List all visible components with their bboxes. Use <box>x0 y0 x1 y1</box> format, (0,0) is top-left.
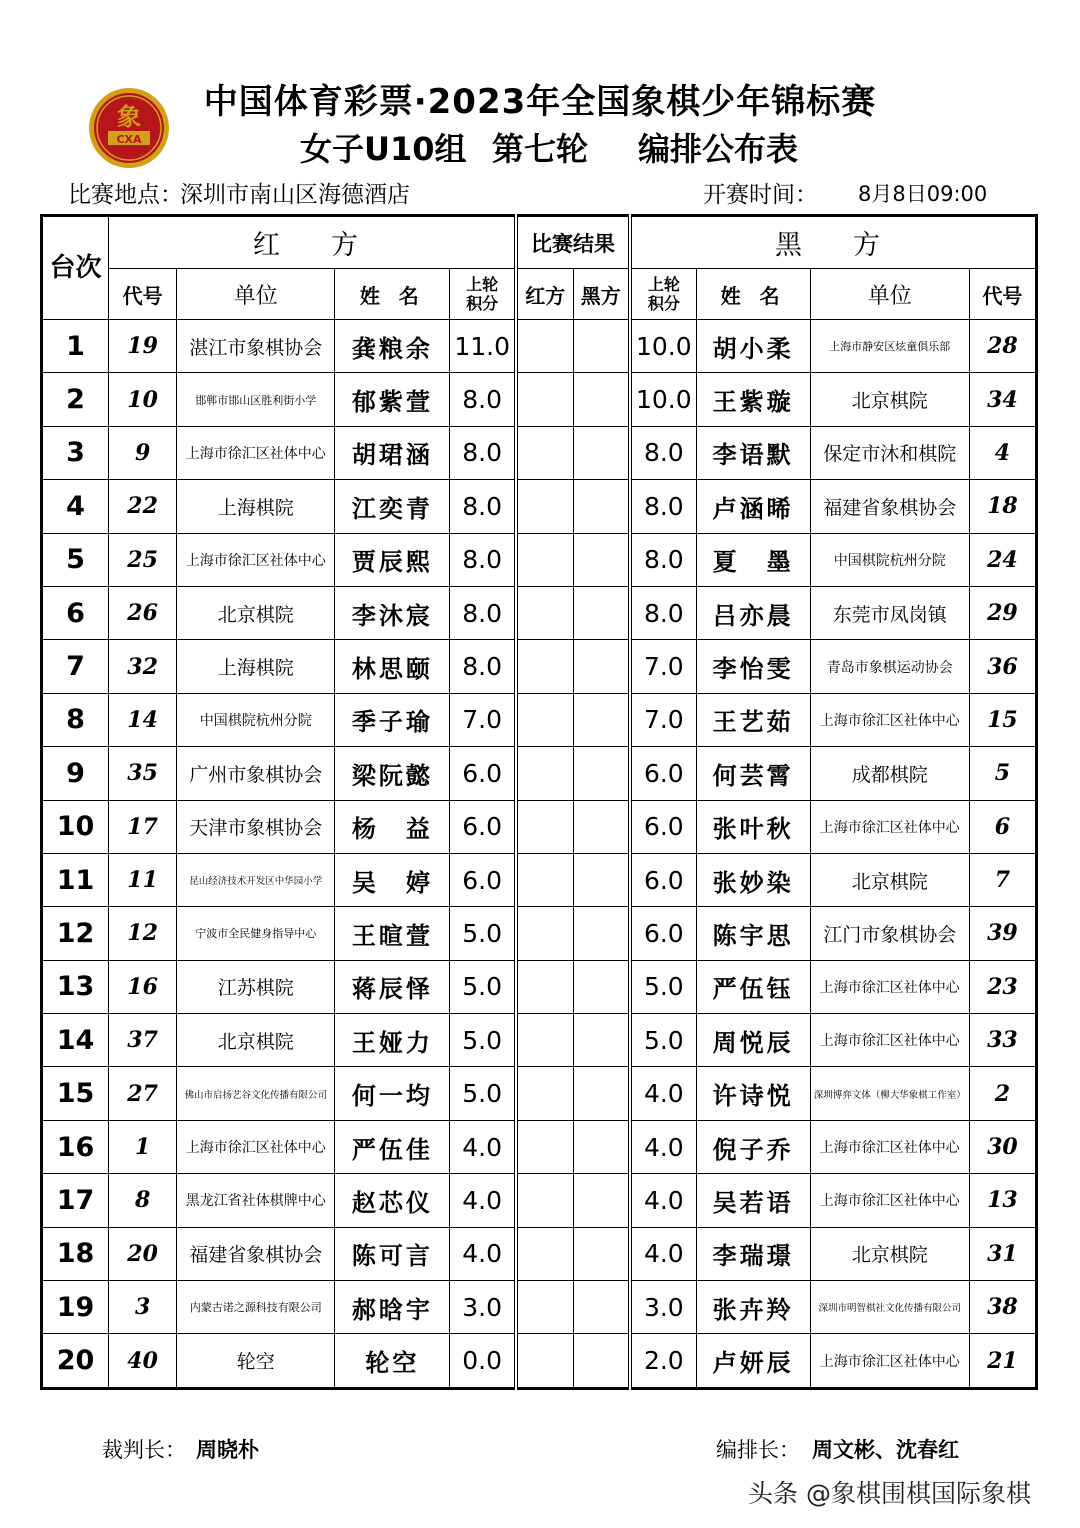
black-code: 29 <box>969 586 1036 639</box>
red-prev-score: 0.0 <box>450 1334 516 1388</box>
black-name: 卢妍辰 <box>696 1334 810 1388</box>
black-prev-score: 6.0 <box>630 747 696 800</box>
time-label: 开赛时间： <box>703 182 818 208</box>
red-unit: 上海市徐汇区社体中心 <box>177 1120 335 1173</box>
red-prev-score: 8.0 <box>450 373 516 426</box>
red-name: 郁紫萱 <box>335 373 450 426</box>
result-black[interactable] <box>573 1334 630 1388</box>
result-black[interactable] <box>573 426 630 479</box>
black-unit: 保定市沐和棋院 <box>810 426 969 479</box>
result-red[interactable] <box>516 853 573 906</box>
red-unit: 邯郸市邯山区胜利街小学 <box>177 373 335 426</box>
black-code: 18 <box>969 480 1036 533</box>
table-row <box>42 373 1037 426</box>
red-name: 季子瑜 <box>335 693 450 746</box>
red-unit: 福建省象棋协会 <box>177 1227 335 1280</box>
black-unit: 深圳市明智棋社文化传播有限公司 <box>810 1281 969 1334</box>
black-prev-score: 4.0 <box>630 1067 696 1120</box>
table-number: 18 <box>42 1227 109 1280</box>
table-row <box>42 747 1037 800</box>
black-prev-score: 2.0 <box>630 1334 696 1388</box>
red-name: 梁阮懿 <box>335 747 450 800</box>
black-unit: 福建省象棋协会 <box>810 480 969 533</box>
title-doc: 编排公布表 <box>638 130 799 168</box>
header-result: 比赛结果 <box>516 216 630 269</box>
black-code: 36 <box>969 640 1036 693</box>
red-name: 轮空 <box>335 1334 450 1388</box>
result-black[interactable] <box>573 1174 630 1227</box>
black-name: 张妙染 <box>696 853 810 906</box>
table-number: 12 <box>42 907 109 960</box>
black-prev-score: 7.0 <box>630 640 696 693</box>
black-unit: 北京棋院 <box>810 373 969 426</box>
table-row <box>42 480 1037 533</box>
result-black[interactable] <box>573 800 630 853</box>
result-red[interactable] <box>516 960 573 1013</box>
red-prev-score: 4.0 <box>450 1120 516 1173</box>
result-black[interactable] <box>573 1067 630 1120</box>
black-unit: 成都棋院 <box>810 747 969 800</box>
black-unit: 上海市徐汇区社体中心 <box>810 1120 969 1173</box>
black-code: 30 <box>969 1120 1036 1173</box>
red-code: 27 <box>109 1067 177 1120</box>
red-prev-score: 7.0 <box>450 693 516 746</box>
red-unit: 上海市徐汇区社体中心 <box>177 533 335 586</box>
black-unit: 上海市徐汇区社体中心 <box>810 960 969 1013</box>
red-code: 10 <box>109 373 177 426</box>
black-code: 6 <box>969 800 1036 853</box>
red-prev-score: 6.0 <box>450 747 516 800</box>
venue-label: 比赛地点： <box>68 182 183 208</box>
red-name: 杨 益 <box>335 800 450 853</box>
table-number: 16 <box>42 1120 109 1173</box>
black-name: 卢涵晞 <box>696 480 810 533</box>
result-red[interactable] <box>516 1067 573 1120</box>
red-unit: 江苏棋院 <box>177 960 335 1013</box>
result-red[interactable] <box>516 373 573 426</box>
black-code: 28 <box>969 320 1036 373</box>
red-name: 何一均 <box>335 1067 450 1120</box>
result-red[interactable] <box>516 1174 573 1227</box>
red-unit: 宁波市全民健身指导中心 <box>177 907 335 960</box>
red-prev-score: 8.0 <box>450 586 516 639</box>
black-code: 2 <box>969 1067 1036 1120</box>
result-red[interactable] <box>516 640 573 693</box>
black-unit: 上海市徐汇区社体中心 <box>810 1334 969 1388</box>
black-name: 王艺茹 <box>696 693 810 746</box>
result-red[interactable] <box>516 1014 573 1067</box>
black-name: 吴若语 <box>696 1174 810 1227</box>
result-black[interactable] <box>573 960 630 1013</box>
result-black[interactable] <box>573 320 630 373</box>
black-unit: 上海市徐汇区社体中心 <box>810 1174 969 1227</box>
table-number: 20 <box>42 1334 109 1388</box>
black-prev-score: 8.0 <box>630 533 696 586</box>
result-black[interactable] <box>573 1227 630 1280</box>
red-unit: 北京棋院 <box>177 1014 335 1067</box>
black-prev-score: 8.0 <box>630 426 696 479</box>
result-black[interactable] <box>573 373 630 426</box>
header-red-prev-score: 上轮 积分 <box>450 269 516 320</box>
referee-label: 裁判长： <box>102 1438 186 1462</box>
black-code: 7 <box>969 853 1036 906</box>
black-code: 39 <box>969 907 1036 960</box>
black-prev-score: 6.0 <box>630 853 696 906</box>
table-number: 3 <box>42 426 109 479</box>
red-code: 8 <box>109 1174 177 1227</box>
result-black[interactable] <box>573 1120 630 1173</box>
table-row <box>42 320 1037 373</box>
red-code: 26 <box>109 586 177 639</box>
black-name: 许诗悦 <box>696 1067 810 1120</box>
red-code: 12 <box>109 907 177 960</box>
red-code: 11 <box>109 853 177 906</box>
red-prev-score: 11.0 <box>450 320 516 373</box>
black-code: 33 <box>969 1014 1036 1067</box>
black-name: 夏 墨 <box>696 533 810 586</box>
black-unit: 深圳博弈文体（柳大华象棋工作室） <box>810 1067 969 1120</box>
table-row <box>42 586 1037 639</box>
header-black-code: 代号 <box>969 269 1036 320</box>
result-red[interactable] <box>516 693 573 746</box>
table-number: 2 <box>42 373 109 426</box>
table-row <box>42 853 1037 906</box>
venue-value: 深圳市南山区海德酒店 <box>180 182 410 208</box>
table-number: 4 <box>42 480 109 533</box>
black-name: 张叶秋 <box>696 800 810 853</box>
result-black[interactable] <box>573 1281 630 1334</box>
red-prev-score: 8.0 <box>450 480 516 533</box>
red-code: 40 <box>109 1334 177 1388</box>
black-name: 陈宇思 <box>696 907 810 960</box>
header-black-unit: 单位 <box>810 269 969 320</box>
red-name: 严伍佳 <box>335 1120 450 1173</box>
table-row <box>42 800 1037 853</box>
table-number: 14 <box>42 1014 109 1067</box>
table-row <box>42 1014 1037 1067</box>
red-name: 吴 婷 <box>335 853 450 906</box>
red-name: 王娅力 <box>335 1014 450 1067</box>
table-row <box>42 1334 1037 1388</box>
black-prev-score: 10.0 <box>630 373 696 426</box>
red-name: 江奕青 <box>335 480 450 533</box>
table-number: 11 <box>42 853 109 906</box>
red-unit: 中国棋院杭州分院 <box>177 693 335 746</box>
black-code: 4 <box>969 426 1036 479</box>
result-red[interactable] <box>516 1227 573 1280</box>
result-red[interactable] <box>516 480 573 533</box>
result-black[interactable] <box>573 907 630 960</box>
red-code: 17 <box>109 800 177 853</box>
result-red[interactable] <box>516 1334 573 1388</box>
red-prev-score: 4.0 <box>450 1174 516 1227</box>
red-unit: 湛江市象棋协会 <box>177 320 335 373</box>
red-name: 胡珺涵 <box>335 426 450 479</box>
black-prev-score: 7.0 <box>630 693 696 746</box>
red-prev-score: 3.0 <box>450 1281 516 1334</box>
table-number: 7 <box>42 640 109 693</box>
red-unit: 轮空 <box>177 1334 335 1388</box>
black-code: 21 <box>969 1334 1036 1388</box>
table-number: 10 <box>42 800 109 853</box>
black-prev-score: 3.0 <box>630 1281 696 1334</box>
red-prev-score: 5.0 <box>450 907 516 960</box>
table-row <box>42 1174 1037 1227</box>
table-number: 13 <box>42 960 109 1013</box>
black-code: 34 <box>969 373 1036 426</box>
table-row <box>42 960 1037 1013</box>
red-code: 37 <box>109 1014 177 1067</box>
header-black-prev-score: 上轮 积分 <box>630 269 696 320</box>
result-red[interactable] <box>516 747 573 800</box>
black-name: 吕亦晨 <box>696 586 810 639</box>
red-prev-score: 5.0 <box>450 1067 516 1120</box>
black-name: 李语默 <box>696 426 810 479</box>
result-black[interactable] <box>573 747 630 800</box>
black-prev-score: 6.0 <box>630 800 696 853</box>
red-code: 16 <box>109 960 177 1013</box>
result-red[interactable] <box>516 586 573 639</box>
black-code: 15 <box>969 693 1036 746</box>
red-prev-score: 8.0 <box>450 640 516 693</box>
black-code: 24 <box>969 533 1036 586</box>
black-unit: 上海市徐汇区社体中心 <box>810 800 969 853</box>
header-red-name: 姓 名 <box>335 269 450 320</box>
watermark: 头条 @象棋围棋国际象棋 <box>748 1479 1031 1508</box>
red-prev-score: 4.0 <box>450 1227 516 1280</box>
table-number: 5 <box>42 533 109 586</box>
header-red-code: 代号 <box>109 269 177 320</box>
pairing-table <box>40 214 1038 1390</box>
result-red[interactable] <box>516 800 573 853</box>
red-code: 32 <box>109 640 177 693</box>
black-unit: 北京棋院 <box>810 853 969 906</box>
black-name: 王紫璇 <box>696 373 810 426</box>
table-row <box>42 907 1037 960</box>
result-red[interactable] <box>516 1281 573 1334</box>
black-unit: 东莞市凤岗镇 <box>810 586 969 639</box>
result-red[interactable] <box>516 320 573 373</box>
red-unit: 黑龙江省社体棋牌中心 <box>177 1174 335 1227</box>
red-name: 王暄萱 <box>335 907 450 960</box>
arranger-label: 编排长： <box>716 1438 800 1462</box>
black-unit: 中国棋院杭州分院 <box>810 533 969 586</box>
header-black-name: 姓 名 <box>696 269 810 320</box>
red-name: 李沐宸 <box>335 586 450 639</box>
header-result-red: 红方 <box>516 269 573 320</box>
red-code: 14 <box>109 693 177 746</box>
red-unit: 北京棋院 <box>177 586 335 639</box>
black-prev-score: 6.0 <box>630 907 696 960</box>
red-unit: 上海棋院 <box>177 640 335 693</box>
black-prev-score: 4.0 <box>630 1227 696 1280</box>
black-code: 13 <box>969 1174 1036 1227</box>
red-name: 龚粮余 <box>335 320 450 373</box>
red-name: 林思颐 <box>335 640 450 693</box>
table-row <box>42 1067 1037 1120</box>
black-unit: 青岛市象棋运动协会 <box>810 640 969 693</box>
black-prev-score: 8.0 <box>630 586 696 639</box>
table-number: 19 <box>42 1281 109 1334</box>
logo-text: CXA <box>116 133 142 146</box>
red-code: 3 <box>109 1281 177 1334</box>
red-unit: 佛山市启扬艺谷文化传播有限公司 <box>177 1067 335 1120</box>
black-unit: 江门市象棋协会 <box>810 907 969 960</box>
red-unit: 广州市象棋协会 <box>177 747 335 800</box>
result-black[interactable] <box>573 480 630 533</box>
table-number: 8 <box>42 693 109 746</box>
table-number: 17 <box>42 1174 109 1227</box>
logo-char: 象 <box>117 102 141 131</box>
red-prev-score: 5.0 <box>450 960 516 1013</box>
table-number: 1 <box>42 320 109 373</box>
black-name: 张卉羚 <box>696 1281 810 1334</box>
table-number: 6 <box>42 586 109 639</box>
result-black[interactable] <box>573 1014 630 1067</box>
result-black[interactable] <box>573 693 630 746</box>
table-row <box>42 426 1037 479</box>
black-name: 李瑞璟 <box>696 1227 810 1280</box>
black-prev-score: 8.0 <box>630 480 696 533</box>
red-prev-score: 6.0 <box>450 853 516 906</box>
table-row <box>42 533 1037 586</box>
black-unit: 上海市徐汇区社体中心 <box>810 693 969 746</box>
result-red[interactable] <box>516 426 573 479</box>
table-row <box>42 693 1037 746</box>
header-table-no: 台次 <box>42 216 109 320</box>
result-red[interactable] <box>516 1120 573 1173</box>
table-row <box>42 1281 1037 1334</box>
red-prev-score: 8.0 <box>450 426 516 479</box>
red-unit: 内蒙古诺之源科技有限公司 <box>177 1281 335 1334</box>
red-name: 蒋辰怿 <box>335 960 450 1013</box>
red-unit: 上海市徐汇区社体中心 <box>177 426 335 479</box>
red-prev-score: 6.0 <box>450 800 516 853</box>
title-round: 第七轮 <box>492 130 589 168</box>
red-code: 25 <box>109 533 177 586</box>
red-name: 陈可言 <box>335 1227 450 1280</box>
black-prev-score: 5.0 <box>630 960 696 1013</box>
black-prev-score: 5.0 <box>630 1014 696 1067</box>
arranger-names: 周文彬、沈春红 <box>812 1437 959 1462</box>
red-unit: 昆山经济技术开发区中华园小学 <box>177 853 335 906</box>
red-prev-score: 8.0 <box>450 533 516 586</box>
red-prev-score: 5.0 <box>450 1014 516 1067</box>
black-unit: 北京棋院 <box>810 1227 969 1280</box>
table-row <box>42 1227 1037 1280</box>
red-name: 郝晗宇 <box>335 1281 450 1334</box>
black-code: 38 <box>969 1281 1036 1334</box>
red-name: 赵芯仪 <box>335 1174 450 1227</box>
result-red[interactable] <box>516 907 573 960</box>
time-value: 8月8日09:00 <box>858 182 988 206</box>
table-number: 15 <box>42 1067 109 1120</box>
result-black[interactable] <box>573 640 630 693</box>
header-red-unit: 单位 <box>177 269 335 320</box>
red-code: 1 <box>109 1120 177 1173</box>
header-black-side: 黑 方 <box>630 216 1036 269</box>
result-red[interactable] <box>516 533 573 586</box>
referee-name: 周晓朴 <box>196 1437 259 1462</box>
header-result-black: 黑方 <box>573 269 630 320</box>
red-name: 贾辰熙 <box>335 533 450 586</box>
title-group: 女子U10组 <box>300 130 467 168</box>
table-number: 9 <box>42 747 109 800</box>
red-code: 19 <box>109 320 177 373</box>
black-name: 严伍钰 <box>696 960 810 1013</box>
black-name: 倪子乔 <box>696 1120 810 1173</box>
red-unit: 天津市象棋协会 <box>177 800 335 853</box>
page-title: 中国体育彩票·2023年全国象棋少年锦标赛 <box>203 82 877 122</box>
red-code: 22 <box>109 480 177 533</box>
red-code: 35 <box>109 747 177 800</box>
result-black[interactable] <box>573 853 630 906</box>
red-unit: 上海棋院 <box>177 480 335 533</box>
header-red-side: 红 方 <box>109 216 516 269</box>
black-name: 周悦辰 <box>696 1014 810 1067</box>
table-row <box>42 1120 1037 1173</box>
red-code: 9 <box>109 426 177 479</box>
black-code: 31 <box>969 1227 1036 1280</box>
black-prev-score: 4.0 <box>630 1120 696 1173</box>
red-code: 20 <box>109 1227 177 1280</box>
table-row <box>42 640 1037 693</box>
black-name: 何芸霄 <box>696 747 810 800</box>
result-black[interactable] <box>573 533 630 586</box>
black-name: 李怡雯 <box>696 640 810 693</box>
black-prev-score: 4.0 <box>630 1174 696 1227</box>
black-name: 胡小柔 <box>696 320 810 373</box>
black-code: 5 <box>969 747 1036 800</box>
black-unit: 上海市徐汇区社体中心 <box>810 1014 969 1067</box>
black-prev-score: 10.0 <box>630 320 696 373</box>
result-black[interactable] <box>573 586 630 639</box>
black-code: 23 <box>969 960 1036 1013</box>
black-unit: 上海市静安区炫童俱乐部 <box>810 320 969 373</box>
